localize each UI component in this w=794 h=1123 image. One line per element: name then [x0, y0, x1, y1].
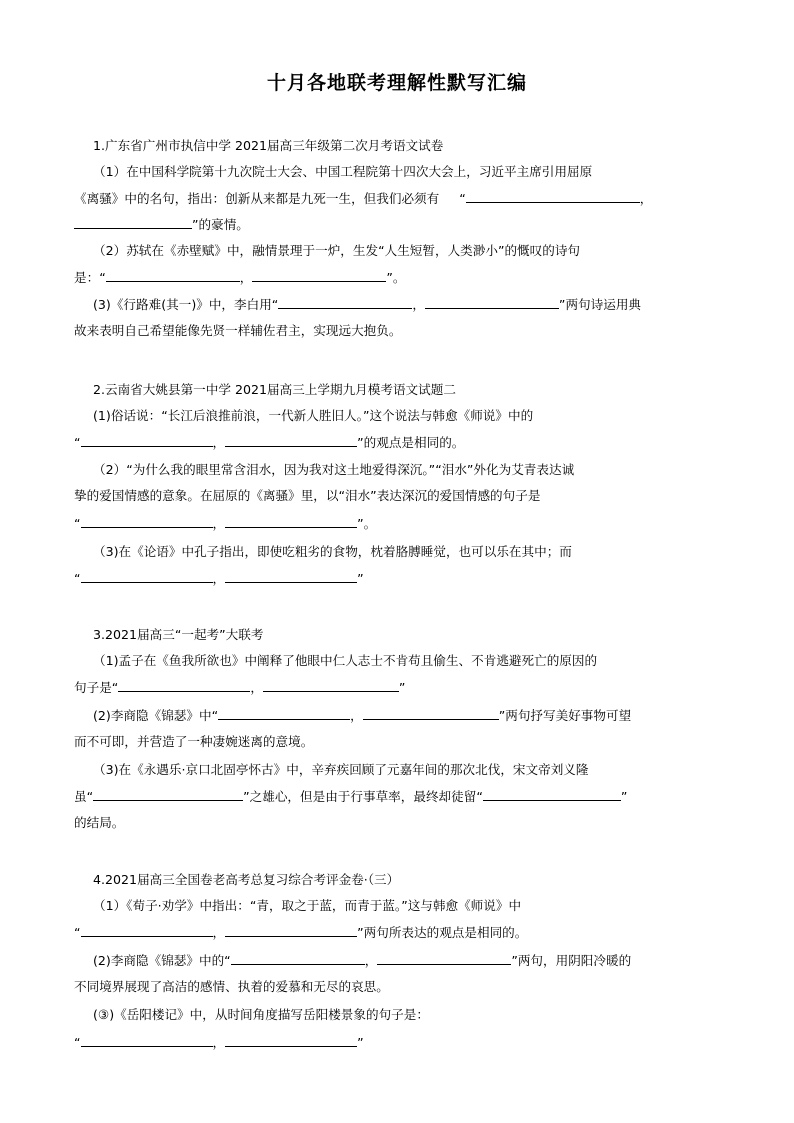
s3-q3-mid: ”之雄心，但是由于行事草率，最终却徒留“ — [243, 789, 483, 804]
section-1-header: 1.广东省广州市执信中学 2021届高三年级第二次月考语文试卷 — [93, 138, 444, 153]
s2-q1-tail: ”的观点是相同的。 — [357, 435, 465, 450]
s1-q2-tail: ”。 — [386, 270, 406, 285]
s3-q3-line-b — [74, 788, 627, 805]
s3-q3-line-a: （3)在《永遇乐·京口北固亭怀古》中，辛弃疾回顾了元嘉年间的那次北伐，宋文帝刘义隆 — [93, 762, 589, 777]
comma: ， — [412, 297, 425, 312]
section-3-header: 3.2021届高三“一起考”大联考 — [93, 627, 264, 642]
section-2-header: 2.云南省大姚县第一中学 2021届高三上学期九月模考语文试题二 — [93, 382, 456, 397]
s3-q2-tail: ”两句抒写美好事物可望 — [498, 708, 632, 723]
s4-q2-line-b: 不同境界展现了高洁的感情、执着的爱慕和无尽的哀思。 — [74, 979, 389, 994]
answer-blank[interactable] — [425, 296, 559, 309]
s2-q3-tail: ” — [357, 571, 364, 586]
s2-q2-line-b: 挚的爱国情感的意象。在屈原的《离骚》里，以“泪水”表达深沉的爱国情感的句子是 — [74, 488, 541, 503]
s4-q2-lead: (2)李商隐《锦瑟》中的“ — [93, 953, 231, 968]
comma: ， — [212, 571, 226, 586]
section-4-header: 4.2021届高三全国卷老高考总复习综合考评金卷·（三） — [93, 872, 400, 887]
s3-q3-lead: 虽“ — [74, 789, 94, 804]
s2-q1-line-a: (1)俗话说：“长江后浪推前浪，一代新人胜旧人。”这个说法与韩愈《师说》中的 — [93, 408, 534, 423]
s4-q1-tail: ”两句所表达的观点是相同的。 — [357, 925, 528, 940]
answer-blank[interactable] — [225, 1034, 357, 1047]
s3-q2-line-b: 而不可即，并营造了一种凄婉迷离的意境。 — [74, 734, 314, 749]
open-quote: “ — [74, 925, 81, 940]
s3-q1-tail: ” — [398, 680, 406, 695]
s4-q3-tail: ” — [357, 1035, 364, 1050]
s2-q1-line-b — [74, 434, 464, 451]
s1-q1-text: 《离骚》中的名句，指出：创新从来都是九死一生，但我们必须有 — [74, 191, 440, 206]
s2-q3-line-a: （3)在《论语》中孔子指出，即使吃粗劣的食物，枕着胳膊睡觉，也可以乐在其中；而 — [93, 544, 572, 559]
answer-blank[interactable] — [81, 434, 213, 447]
answer-blank[interactable] — [81, 924, 213, 937]
answer-blank[interactable] — [483, 788, 621, 801]
open-quote: “ — [74, 516, 81, 531]
open-quote: “ — [99, 270, 106, 285]
answer-blank[interactable] — [231, 952, 365, 965]
answer-blank[interactable] — [278, 296, 412, 309]
s4-q3-line-a: (③)《岳阳楼记》中，从时间角度描写岳阳楼景象的句子是： — [93, 1007, 429, 1022]
answer-blank[interactable] — [225, 515, 357, 528]
s2-q2-tail: ”。 — [357, 516, 377, 531]
comma: ， — [212, 925, 226, 940]
s3-q2-lead: (2)李商隐《锦瑟》中“ — [93, 708, 219, 723]
comma: ， — [350, 708, 363, 723]
open-quote: “ — [74, 1035, 81, 1050]
comma: ， — [212, 435, 226, 450]
open-quote: “ — [74, 435, 81, 450]
s2-q3-line-b — [74, 570, 364, 587]
s4-q3-line-b — [74, 1034, 364, 1051]
answer-blank[interactable] — [252, 269, 386, 282]
s1-q2-line-a: （2）苏轼在《赤壁赋》中，融情景理于一炉，生发“人生短暂，人类渺小”的慨叹的诗句 — [93, 243, 581, 258]
s1-q3-line-a — [93, 296, 641, 313]
s1-q3-line-b: 故来表明自己希望能像先贤一样辅佐君主，实现远大抱负。 — [74, 323, 402, 338]
s2-q2-line-c — [74, 515, 376, 532]
s1-q1-line-b — [74, 190, 652, 207]
answer-blank[interactable] — [118, 679, 250, 692]
s1-q1-line-c — [74, 216, 249, 233]
comma: ， — [212, 1035, 226, 1050]
open-quote: “ — [459, 191, 466, 206]
comma: ， — [212, 516, 226, 531]
answer-blank[interactable] — [81, 515, 213, 528]
s3-q1-line-b — [74, 679, 405, 696]
answer-blank[interactable] — [74, 216, 192, 229]
answer-blank[interactable] — [363, 707, 499, 720]
s3-q3-tail: ” — [620, 789, 628, 804]
answer-blank[interactable] — [263, 679, 399, 692]
answer-blank[interactable] — [106, 269, 240, 282]
s4-q1-line-b — [74, 924, 527, 941]
answer-blank[interactable] — [225, 924, 357, 937]
s3-q1-lead: 句子是“ — [74, 680, 119, 695]
s4-q2-tail: ”两句，用阴阳冷暖的 — [511, 953, 632, 968]
s3-q3-line-c: 的结局。 — [74, 815, 125, 830]
s1-q1-tail: ”的豪情。 — [192, 217, 249, 232]
answer-blank[interactable] — [218, 707, 350, 720]
s1-q2-line-b — [74, 269, 405, 286]
answer-blank[interactable] — [81, 1034, 213, 1047]
s4-q2-line-a — [93, 952, 631, 969]
s1-q3-lead: (3)《行路难(其一)》中，李白用 — [93, 297, 272, 312]
s1-q1-line-a: （1）在中国科学院第十九次院士大会、中国工程院第十四次大会上，习近平主席引用屈原 — [93, 164, 593, 179]
page-title: 十月各地联考理解性默写汇编 — [266, 72, 527, 94]
answer-blank[interactable] — [225, 570, 357, 583]
s2-q2-line-a: （2）“为什么我的眼里常含泪水，因为我对这土地爱得深沉。”“泪水”外化为艾青表达诚 — [93, 462, 575, 477]
comma: ， — [639, 191, 653, 206]
open-quote: “ — [271, 297, 279, 312]
open-quote: “ — [74, 571, 81, 586]
s3-q1-line-a: （1)孟子在《鱼我所欲也》中阐释了他眼中仁人志士不肯苟且偷生、不肯逃避死亡的原因的 — [93, 653, 598, 668]
answer-blank[interactable] — [377, 952, 511, 965]
comma: ， — [250, 680, 263, 695]
comma: ， — [239, 270, 253, 285]
s4-q1-line-a: （1）《荀子·劝学》中指出：“青，取之于蓝，而青于蓝。”这与韩愈《师说》中 — [93, 898, 522, 913]
answer-blank[interactable] — [81, 570, 213, 583]
s3-q2-line-a — [93, 707, 631, 724]
answer-blank[interactable] — [93, 788, 243, 801]
s1-q2-lead: 是： — [74, 270, 100, 285]
answer-blank[interactable] — [225, 434, 357, 447]
s1-q3-tail: ”两句诗运用典 — [558, 297, 642, 312]
answer-blank[interactable] — [466, 190, 640, 203]
comma: ， — [364, 953, 378, 968]
